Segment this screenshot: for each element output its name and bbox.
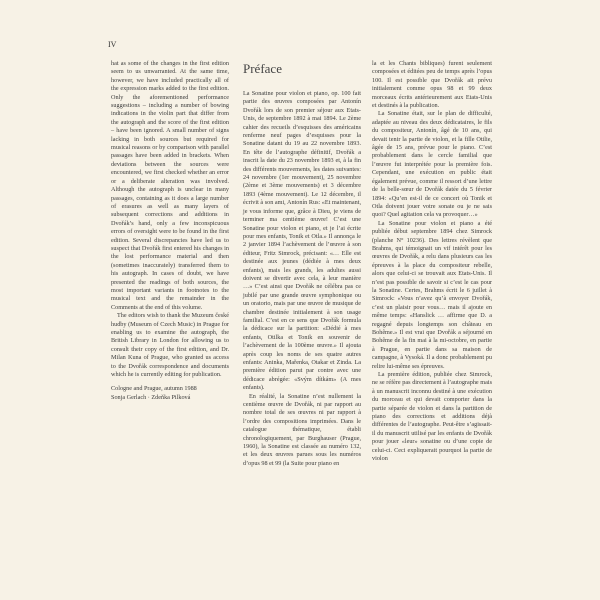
paragraph: La première édition, publiée chez Simrock, ne se réfère pas directement à l’autographe mais à un manuscrit inconnu destiné à une exécution du morceau et qui devait comporter dans la partie séparée de violon et dans la partition de piano des corrections et additions déjà différentes de l’autographe. Peut-être s’agissait-il du manuscrit utilisé par les enfants de Dvořák pour jouer «leur» sonatine ou d’une copie de celui-ci. Ceci expliquerait pourquoi la partie de violon — [372, 371, 492, 463]
column-english — [111, 60, 229, 402]
page-title: Préface — [243, 61, 282, 76]
signature-place-date: Cologne and Prague, autumn 1988 — [111, 385, 197, 393]
signature-authors: Sonja Gerlach · Zdeňka Pilková — [111, 393, 191, 401]
paragraph: En réalité, la Sonatine n’est nullement la centième œuvre de Dvořák, ni par rapport au nombre total de ses œuvres ni par rapport à l’ordre des compositions imprimées. Dans le catalogue thématique, établi chronologiquement, par Burghauser (Prague, 1960), la Sonatine est classée au numéro 132, et les deux œuvres parues sous les numéros d’opus 98 et 99 (la Suite pour piano en — [243, 392, 361, 467]
paragraph: La Sonatine pour violon et piano, op. 100 fait partie des œuvres composées par Antonín Dvořák lors de son premier séjour aux Etats-Unis, de septembre 1892 à mai 1894. Le 2ème cahier des recueils d’esquisses des américains renferme neuf pages d’esquisses pour la Sonatine datant du 19 au 22 novembre 1893. En tête de l’autographe définitif, Dvořák a inscrit la date du 23 novembre 1893 et, à la fin des différents mouvements, les dates suivantes: 24 novembre (1er mouvement), 25 novembre (2ème et 3ème mouvements) et 3 décembre 1893 (4ème mouvement). Le 12 décembre, il écrivit à son ami, Antonín Rus: «Et maintenant, je vous informe que, grâce à Dieu, je viens de terminer ma centième œuvre! C’est une Sonatine pour violon et piano, et je l’ai écrite pour mes enfants, Tonik et Otla.» Il annonça le 2 janvier 1894 l’achèvement de l’œuvre à son éditeur, Fritz Simrock, précisant: «… Elle est destinée aux jeunes (dédiée à mes deux enfants), mais les grands, les adultes aussi doivent se divertir avec cela, à leur manière …» C’est ainsi que Dvořák ne célébra pas ce jubilé par une grande œuvre symphonique ou un oratorio, mais par une œuvre de musique de chambre destinée initialement à son usage familial. C’est en ce sens que Dvořák formula la dédicace sur la partition: «Dédié à mes enfants, Otilka et Tonik en souvenir de l’achèvement de la 100ème œuvre.» Il ajouta après coup les noms de ses quatre autres enfants: Aninka, Mařenka, Otakar et Zinda. La première édition parut par contre avec une dédicace abrégée: «Svým dítkám» (A mes enfants). — [243, 90, 361, 392]
column-french-1 — [243, 60, 361, 468]
paragraph: hat as some of the changes in the first edition seem to us unwarranted. At the same time, however, we have included practically all of the expression marks added to the first edition. Only the aforementioned performance suggestions – including a number of bowing indications in the violin part that differ from the autograph and the score of the first edition – have been ignored. A small number of signs lacking in both sources but required for musical reasons or by comparison with parallel passages have been added in brackets. When deviations between the sources were encountered, we first checked whether an error or a deliberate alteration was involved. Although the autograph is unclear in many passages, containing as it does a large number of erasures as well as many layers of subsequent corrections and additions in Dvořák’s hand, only a few inconspicuous errors of oversight were to be found in the first edition. Several discrepancies have led us to suspect that Dvořák first entered his changes in the lost performance material and then (sometimes inaccurately) transferred them to his autograph. In cases of doubt, we have presented the readings of both sources, the most important variants in footnotes to the musical text and the remainder in the Comments at the end of this volume. — [111, 60, 229, 311]
paragraph: la et les Chants bibliques) furent seulement composées et éditées peu de temps après l’opus 100. Il est possible que Dvořák ait prévu initialement comme opus 98 et 99 deux morceaux écrits antérieurement aux Etats-Unis et destinés à la publication. — [372, 60, 492, 110]
paragraph: The editors wish to thank the Muzeum české hudby (Museum of Czech Music) in Prague for enabling us to examine the autograph, the British Library in London for allowing us to consult their copy of the first edition, and Dr. Milan Kuna of Prague, who granted us access to the Dvořák correspondence and documents which he is currently editing for publication. — [111, 312, 229, 379]
paragraph: La Sonatine était, sur le plan de difficulté, adaptée au niveau des deux dédicataires, le fils du compositeur, Antonín, âgé de 10 ans, qui devait tenir la partie de violon, et la fille Otilie, âgée de 15 ans, prévue pour le piano. C’est probablement dans le cercle familial que l’œuvre fut interprétée pour la première fois. Cependant, une exécution en public était également prévue, comme il ressort d’une lettre de la belle-sœur de Dvořák datée du 5 février 1894: «Qu’en est-il de ce concert où Tonik et Otla doivent jouer votre sonate ou je ne sais quoi? Quel agitation cela va provoquer…» — [372, 110, 492, 219]
column-french-2 — [372, 60, 492, 464]
page-number: IV — [108, 40, 117, 49]
paragraph: La Sonatine pour violon et piano a été publiée début septembre 1894 chez Simrock (planche N° 10236). Des lettres révèlent que Brahms, qui témoignait un vif intérêt pour les œuvres de Dvořák, a relu dans plusieurs cas les épreuves à la place du compositeur rebelle, alors que celui-ci se trouvait aux Etats-Unis. Il n’est pas possible de savoir si c’est le cas pour la Sonatine. Certes, Brahms écrit le 6 juillet à Simrock: «Vous n’avez qu’à envoyer Dvořák, c’est un plaisir pour vous… mais il ajoute en même temps: «Hanslick … affirme que D. a regagné depuis longtemps son château en Bohême.» Il est vrai que Dvořák a séjourné en Bohême de la fin mai à la mi-octobre, en partie à Prague, en partie dans sa maison de campagne, à Vysoká. Il a donc probablement pu relire lui-même ses épreuves. — [372, 219, 492, 370]
